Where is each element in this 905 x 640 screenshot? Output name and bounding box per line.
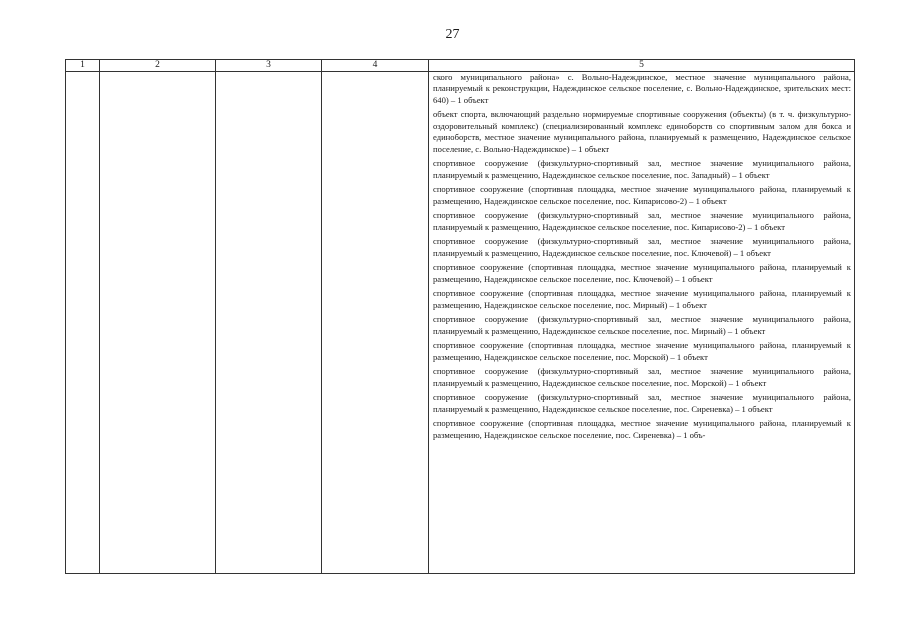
column-header-5: 5	[429, 60, 855, 72]
object-entry: ского муниципального района» с. Вольно-Надеждинское, местное значение муниципального района, планируемый к реконструкции, Надеждинское сельское поселение, с. Вольно-Надеждинское, зрительских мест: 640) – 1 объект	[433, 72, 851, 105]
cell-column-4	[322, 72, 429, 575]
object-entry: спортивное сооружение (спортивная площадка, местное значение муниципального района, планируемый к размещению, Надеждинское сельское поселение, пос. Сиреневка) – 1 объ-	[433, 418, 851, 440]
table-row	[66, 72, 855, 575]
cell-column-5	[429, 72, 855, 575]
table-header	[66, 60, 855, 72]
page-number: 27	[445, 27, 460, 42]
object-entry: объект спорта, включающий раздельно нормируемые спортивные сооружения (объекты) (в т. ч. физкультурно-оздоровительный комплекс) (специализированный комплекс единоборств со спортивным залом для бокса и единоборств, местное значение муниципального района, планируемый к размещению, Надеждинское сельское поселение, с. Вольно-Надеждинское) – 1 объект	[433, 109, 851, 154]
object-entry: спортивное сооружение (спортивная площадка, местное значение муниципального района, планируемый к размещению, Надеждинское сельское поселение, пос. Морской) – 1 объект	[433, 340, 851, 362]
object-entry: спортивное сооружение (физкультурно-спортивный зал, местное значение муниципального района, планируемый к размещению, Надеждинское сельское поселение, пос. Кипарисово-2) – 1 объект	[433, 210, 851, 232]
column-header-1: 1	[66, 60, 100, 72]
cell-column-3	[216, 72, 322, 575]
column-header-2: 2	[100, 60, 216, 72]
object-entry: спортивное сооружение (спортивная площадка, местное значение муниципального района, планируемый к размещению, Надеждинское сельское поселение, пос. Ключевой) – 1 объект	[433, 262, 851, 284]
object-entry: спортивное сооружение (физкультурно-спортивный зал, местное значение муниципального района, планируемый к размещению, Надеждинское сельское поселение, пос. Западный) – 1 объект	[433, 158, 851, 180]
object-entry: спортивное сооружение (физкультурно-спортивный зал, местное значение муниципального района, планируемый к размещению, Надеждинское сельское поселение, пос. Морской) – 1 объект	[433, 366, 851, 388]
object-entry: спортивное сооружение (спортивная площадка, местное значение муниципального района, планируемый к размещению, Надеждинское сельское поселение, пос. Кипарисово-2) – 1 объект	[433, 184, 851, 206]
object-entry: спортивное сооружение (спортивная площадка, местное значение муниципального района, планируемый к размещению, Надеждинское сельское поселение, пос. Мирный) – 1 объект	[433, 288, 851, 310]
document-table	[65, 59, 855, 574]
table-bottom-edge	[65, 573, 855, 574]
cell-column-2	[100, 72, 216, 575]
column-header-4: 4	[322, 60, 429, 72]
cell-column-1	[66, 72, 100, 575]
object-entry: спортивное сооружение (физкультурно-спортивный зал, местное значение муниципального района, планируемый к размещению, Надеждинское сельское поселение, пос. Мирный) – 1 объект	[433, 314, 851, 336]
object-entry: спортивное сооружение (физкультурно-спортивный зал, местное значение муниципального района, планируемый к размещению, Надеждинское сельское поселение, пос. Ключевой) – 1 объект	[433, 236, 851, 258]
header-row	[66, 60, 855, 72]
object-entry: спортивное сооружение (физкультурно-спортивный зал, местное значение муниципального района, планируемый к размещению, Надеждинское сельское поселение, пос. Сиреневка) – 1 объект	[433, 392, 851, 414]
column-header-3: 3	[216, 60, 322, 72]
